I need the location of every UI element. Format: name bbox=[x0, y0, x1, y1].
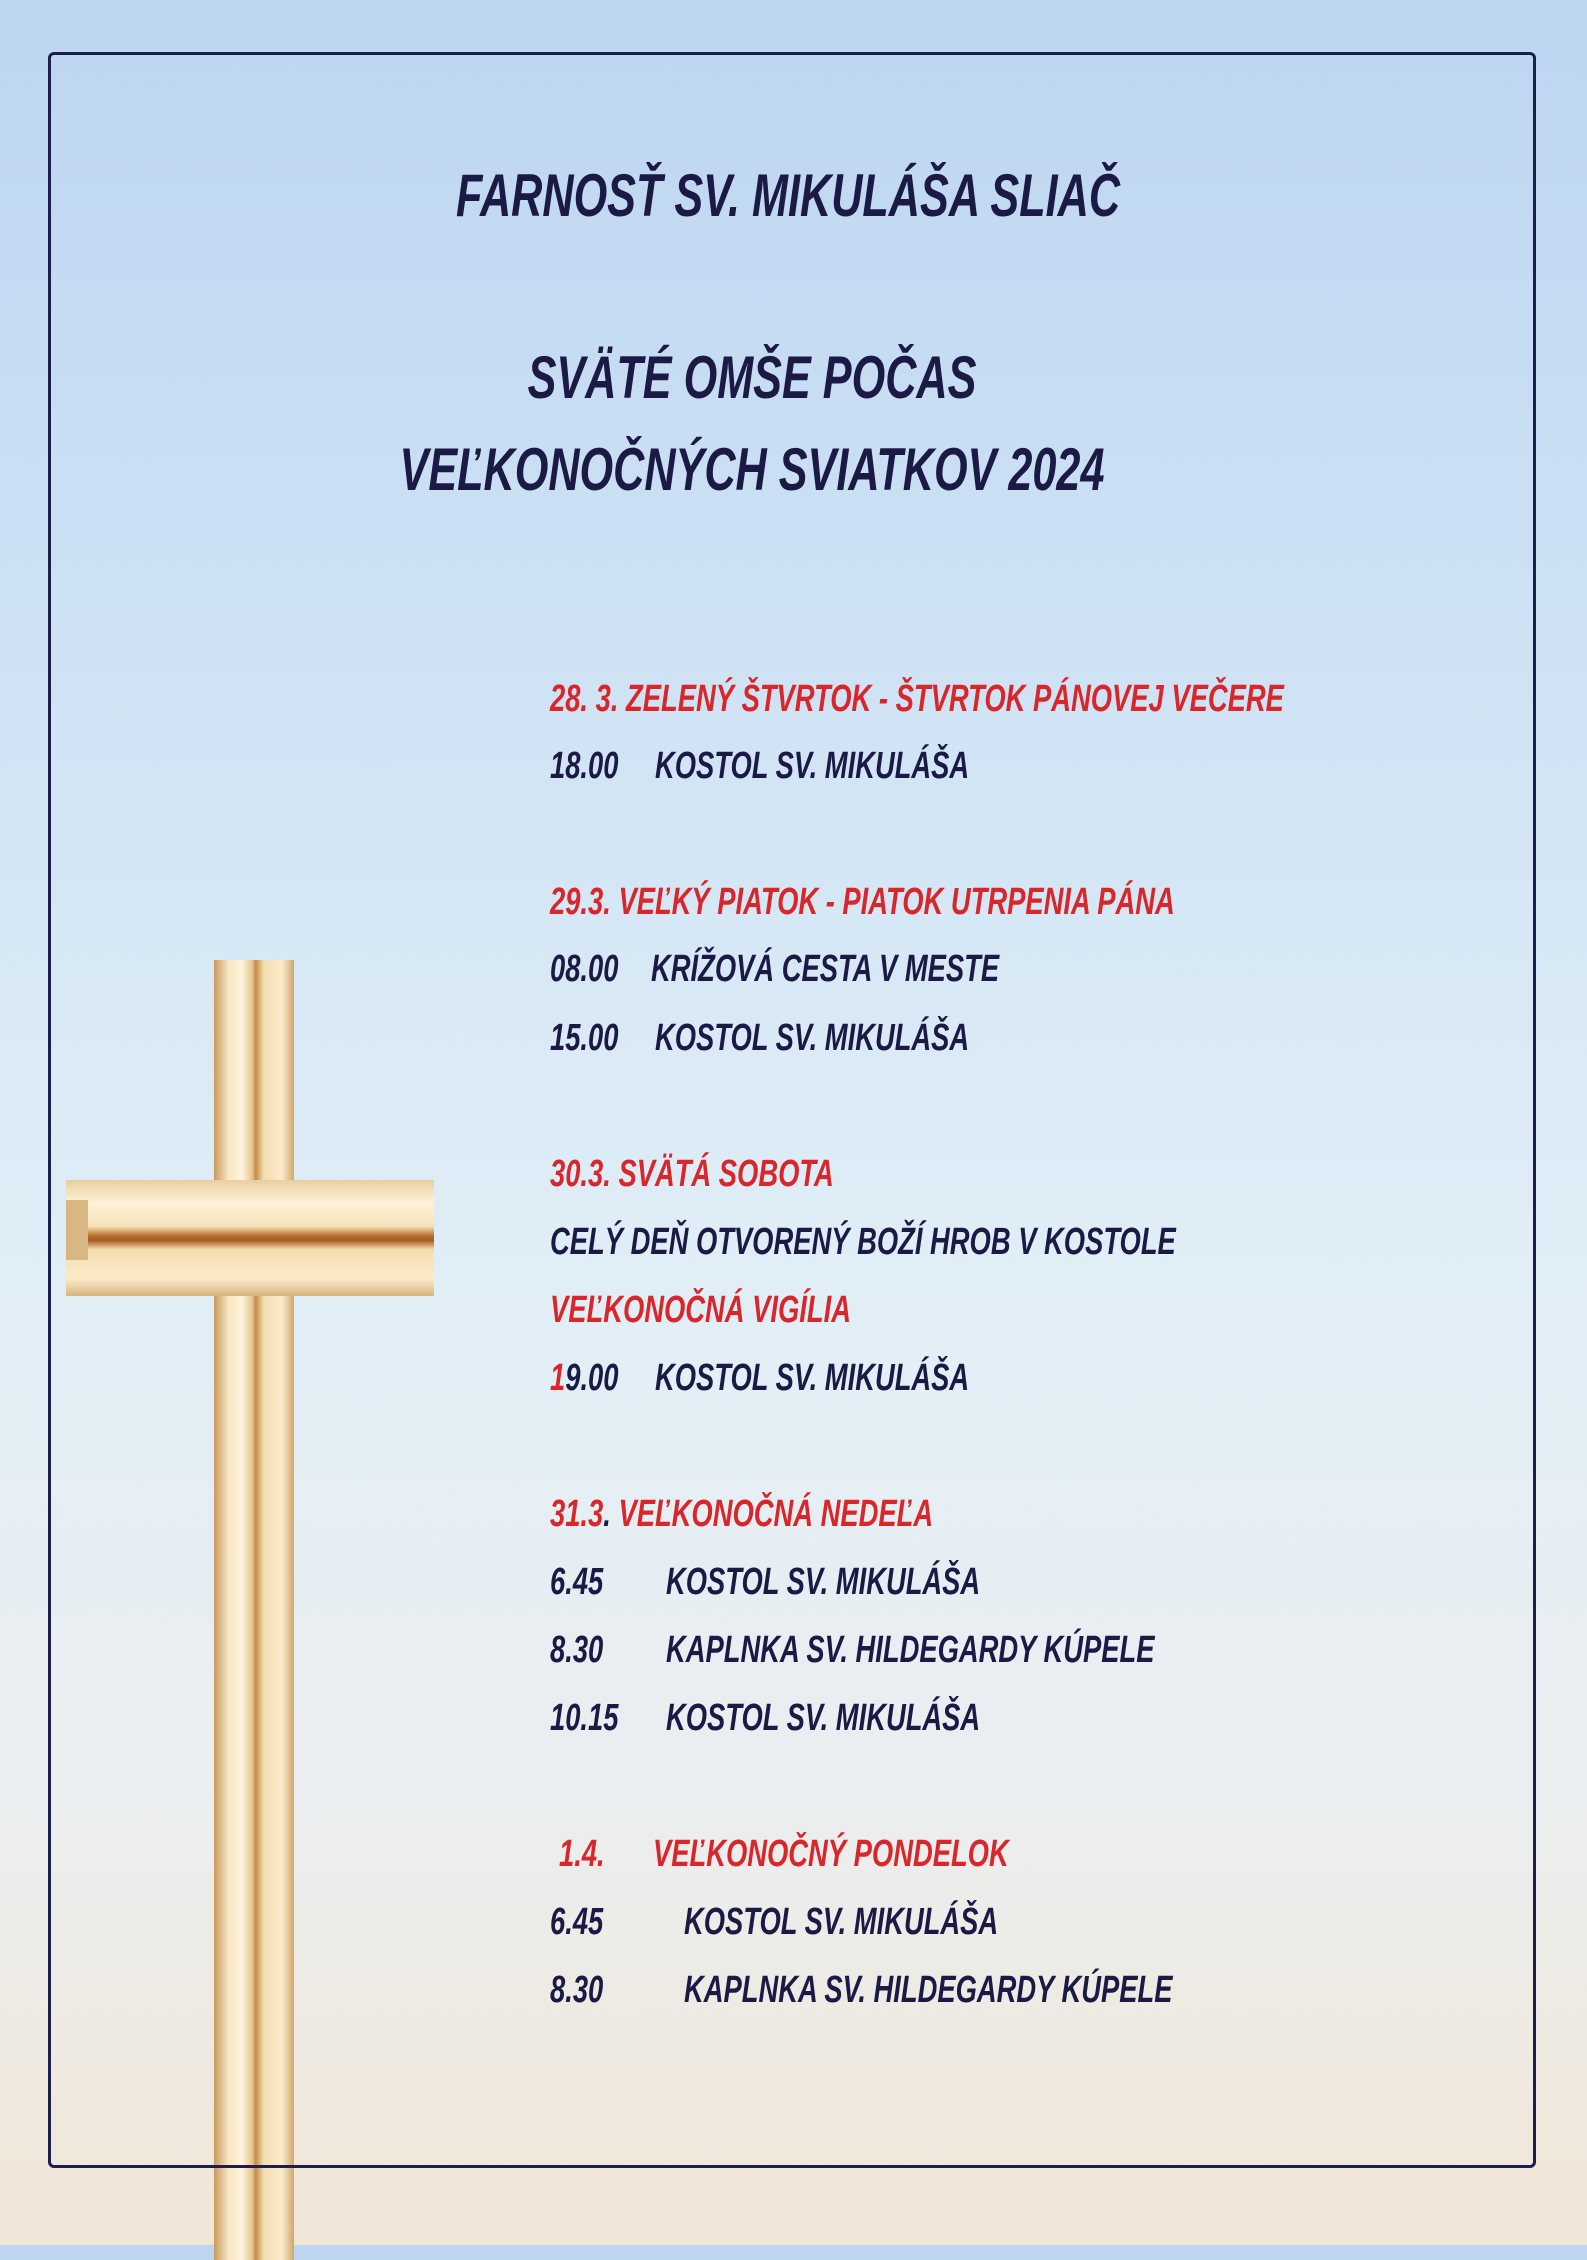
mass-time-rest: 9.00 bbox=[565, 1357, 619, 1399]
mass-place: KOSTOL SV. MIKULÁŠA bbox=[655, 1017, 970, 1059]
mass-time-first-digit: 1 bbox=[550, 1357, 566, 1399]
day-name: VEĽKONOČNÝ PONDELOK bbox=[653, 1833, 1009, 1875]
mass-place: KAPLNKA SV. HILDEGARDY KÚPELE bbox=[684, 1969, 1173, 2011]
day-note: CELÝ DEŇ OTVORENÝ BOŽÍ HROB V KOSTOLE bbox=[550, 1221, 1176, 1263]
mass-time: 15.00 bbox=[550, 1017, 619, 1059]
mass-time: 6.45 bbox=[550, 1561, 604, 1603]
day-date-dot: . bbox=[603, 1493, 611, 1535]
mass-place: KAPLNKA SV. HILDEGARDY KÚPELE bbox=[666, 1629, 1155, 1671]
day-date: 31.3 bbox=[550, 1493, 604, 1535]
day-name: VEĽKONOČNÁ NEDEĽA bbox=[618, 1493, 934, 1535]
mass-place: KOSTOL SV. MIKULÁŠA bbox=[666, 1697, 981, 1739]
mass-place: KOSTOL SV. MIKULÁŠA bbox=[655, 1357, 970, 1399]
title-line-2: VEĽKONOČNÝCH SVIATKOV 2024 bbox=[399, 436, 1105, 503]
title-line-1: SVÄTÉ OMŠE POČAS bbox=[527, 344, 977, 411]
day-date: 1.4. bbox=[559, 1833, 605, 1875]
mass-place: KOSTOL SV. MIKULÁŠA bbox=[666, 1561, 981, 1603]
mass-time: 10.15 bbox=[550, 1697, 619, 1739]
day-heading: 28. 3. ZELENÝ ŠTVRTOK - ŠTVRTOK PÁNOVEJ VEČERE bbox=[550, 678, 1284, 720]
mass-time bbox=[550, 1359, 618, 1397]
mass-time: 8.30 bbox=[550, 1969, 604, 2011]
mass-place: KRÍŽOVÁ CESTA V MESTE bbox=[651, 948, 1000, 990]
mass-time: 08.00 bbox=[550, 948, 619, 990]
mass-time: 8.30 bbox=[550, 1629, 604, 1671]
day-heading: 30.3. SVÄTÁ SOBOTA bbox=[550, 1153, 834, 1195]
mass-time: 18.00 bbox=[550, 745, 619, 787]
day-heading: 29.3. VEĽKÝ PIATOK - PIATOK UTRPENIA PÁNA bbox=[550, 881, 1175, 923]
parish-name: FARNOSŤ SV. MIKULÁŠA SLIAČ bbox=[455, 162, 1121, 229]
day-subheading: VEĽKONOČNÁ VIGÍLIA bbox=[550, 1289, 851, 1331]
mass-time: 6.45 bbox=[550, 1901, 604, 1943]
mass-place: KOSTOL SV. MIKULÁŠA bbox=[684, 1901, 999, 1943]
day-heading bbox=[550, 1495, 933, 1533]
mass-place: KOSTOL SV. MIKULÁŠA bbox=[655, 745, 970, 787]
